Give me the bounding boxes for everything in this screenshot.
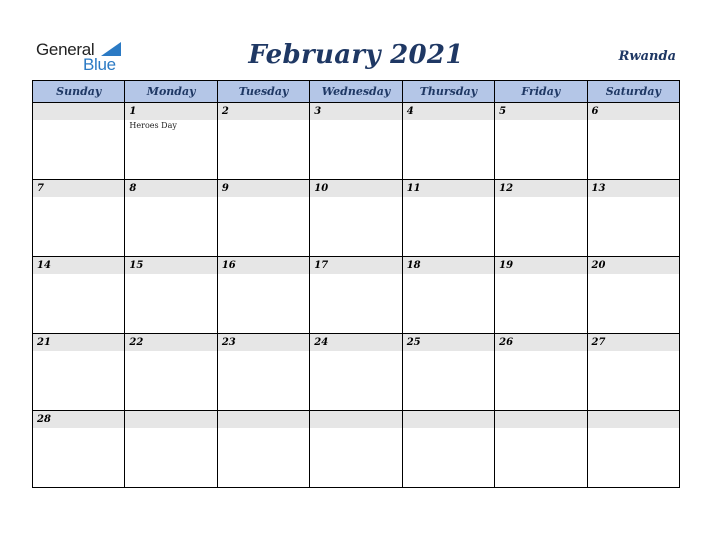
day-cell (33, 257, 125, 334)
day-number: 26 (495, 334, 586, 351)
day-cell (125, 103, 217, 180)
day-number: 4 (403, 103, 494, 120)
day-cell (495, 103, 587, 180)
weekday-header: Sunday (33, 81, 125, 103)
day-number: 15 (125, 257, 216, 274)
week-row (33, 257, 680, 334)
day-number: 24 (310, 334, 401, 351)
weekday-header-row (33, 81, 680, 103)
day-cell (217, 257, 309, 334)
weekday-header: Tuesday (217, 81, 309, 103)
week-row (33, 180, 680, 257)
day-number: 17 (310, 257, 401, 274)
weekday-header: Friday (495, 81, 587, 103)
day-number: 19 (495, 257, 586, 274)
day-cell (125, 334, 217, 411)
day-number: 13 (588, 180, 679, 197)
day-cell (310, 257, 402, 334)
day-number: 16 (218, 257, 309, 274)
day-number: 10 (310, 180, 401, 197)
day-number: 1 (125, 103, 216, 120)
logo-text-blue: Blue (83, 55, 116, 74)
day-cell (495, 411, 587, 488)
day-number: 2 (218, 103, 309, 120)
weekday-header: Thursday (402, 81, 494, 103)
day-cell (587, 103, 679, 180)
weekday-header: Monday (125, 81, 217, 103)
day-number (310, 411, 401, 428)
day-cell (495, 180, 587, 257)
day-number: 20 (588, 257, 679, 274)
day-number: 5 (495, 103, 586, 120)
weekday-header: Wednesday (310, 81, 402, 103)
day-cell (495, 257, 587, 334)
week-row (33, 411, 680, 488)
day-number: 21 (33, 334, 124, 351)
day-cell (125, 180, 217, 257)
day-cell (310, 103, 402, 180)
day-number (218, 411, 309, 428)
day-cell (495, 334, 587, 411)
calendar-grid (32, 80, 680, 488)
day-number: 18 (403, 257, 494, 274)
day-number: 6 (588, 103, 679, 120)
day-number: 22 (125, 334, 216, 351)
day-cell (402, 334, 494, 411)
day-number (403, 411, 494, 428)
day-cell (587, 180, 679, 257)
day-cell (402, 103, 494, 180)
week-row (33, 103, 680, 180)
day-cell (33, 103, 125, 180)
day-cell (587, 334, 679, 411)
day-number: 12 (495, 180, 586, 197)
country-label: Rwanda (618, 49, 676, 64)
calendar-title: February 2021 (248, 40, 464, 70)
day-cell (125, 411, 217, 488)
day-number: 28 (33, 411, 124, 428)
holiday-label: Heroes Day (129, 121, 177, 130)
week-row (33, 334, 680, 411)
day-number (125, 411, 216, 428)
day-number (588, 411, 679, 428)
day-number (33, 103, 124, 120)
logo-text-general: General (36, 40, 95, 59)
day-cell (33, 180, 125, 257)
day-cell (33, 334, 125, 411)
day-number: 3 (310, 103, 401, 120)
day-number: 25 (403, 334, 494, 351)
day-cell (310, 180, 402, 257)
day-number: 23 (218, 334, 309, 351)
day-cell (217, 334, 309, 411)
day-cell (217, 411, 309, 488)
day-cell (33, 411, 125, 488)
day-number: 9 (218, 180, 309, 197)
day-number: 27 (588, 334, 679, 351)
day-cell (587, 257, 679, 334)
day-cell (310, 334, 402, 411)
day-cell (402, 411, 494, 488)
weekday-header: Saturday (587, 81, 679, 103)
day-number (495, 411, 586, 428)
day-cell (217, 180, 309, 257)
day-number: 7 (33, 180, 124, 197)
day-cell (402, 257, 494, 334)
day-cell (587, 411, 679, 488)
day-cell (310, 411, 402, 488)
day-number: 11 (403, 180, 494, 197)
day-number: 8 (125, 180, 216, 197)
day-cell (125, 257, 217, 334)
day-cell (217, 103, 309, 180)
day-cell (402, 180, 494, 257)
day-number: 14 (33, 257, 124, 274)
